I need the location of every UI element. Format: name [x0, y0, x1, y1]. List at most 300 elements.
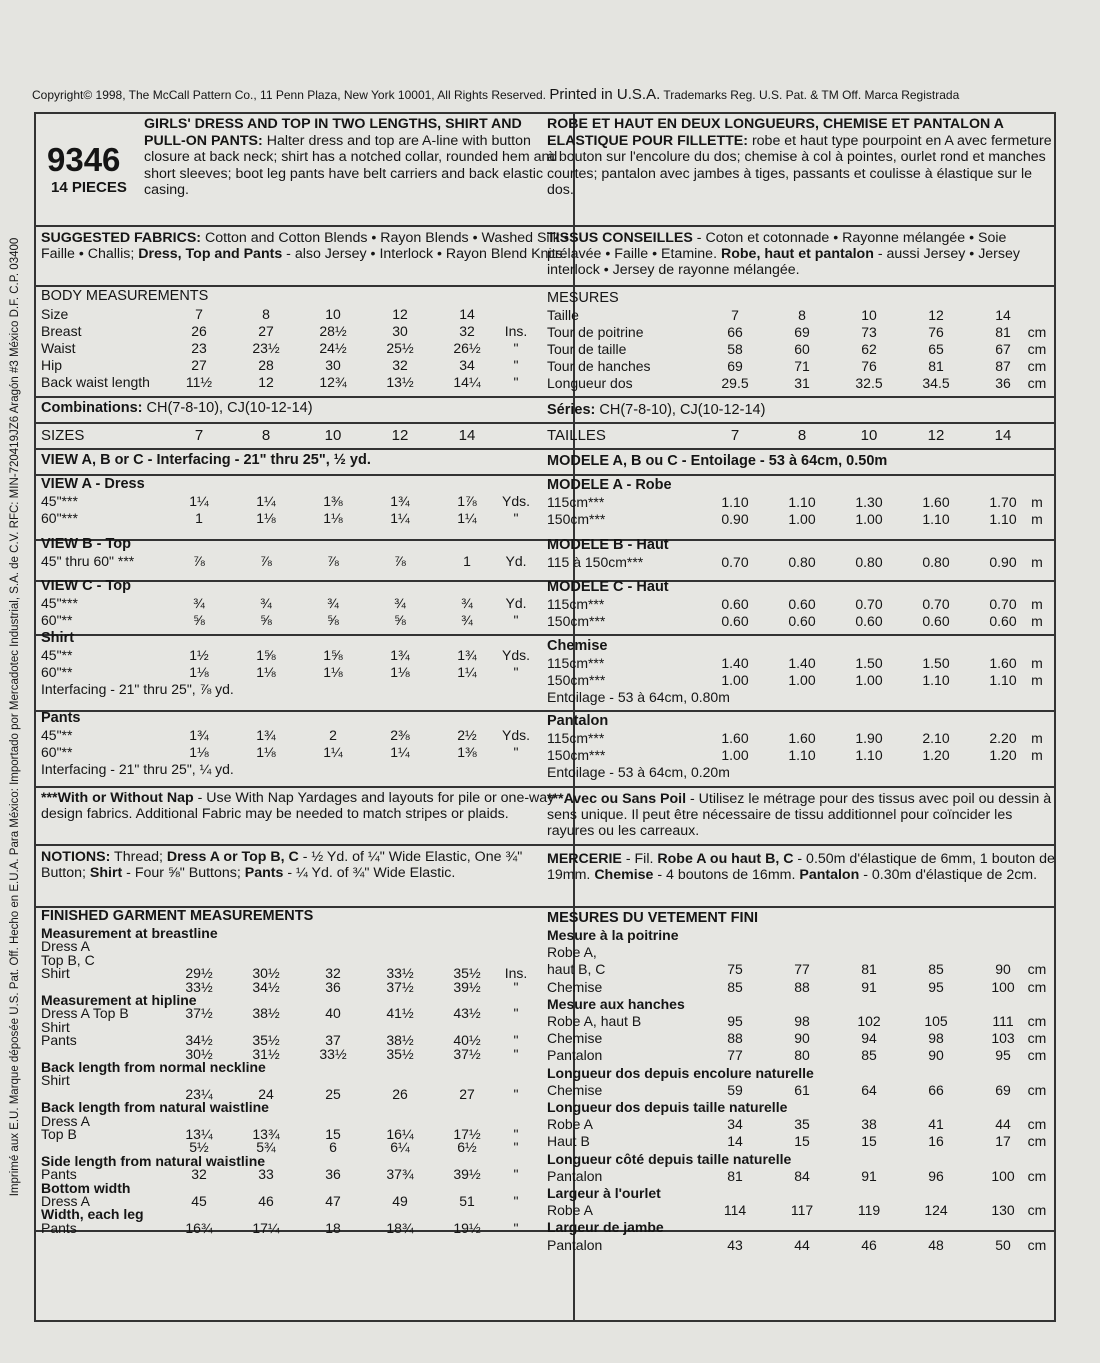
table-row [41, 595, 569, 612]
unit-label: cm [1027, 341, 1047, 357]
row-label: Robe A, [547, 944, 597, 960]
unit-label: " [513, 510, 519, 526]
view-heading: MODELE B - Haut [547, 537, 669, 553]
cell-value: 0.70 [721, 554, 749, 570]
cell-value: 1⅛ [189, 664, 209, 680]
cell-value: 34½ [252, 979, 280, 995]
unit-label: cm [1027, 1168, 1047, 1184]
table-row [547, 375, 1059, 392]
cell-value: 38½ [252, 1005, 280, 1021]
row-label: Top B [41, 1126, 77, 1142]
table-row [547, 655, 1059, 672]
unit-label: Yd. [505, 553, 527, 569]
table-row [547, 961, 1059, 978]
cell-value: 18 [325, 1220, 341, 1236]
unit-label: cm [1027, 324, 1047, 340]
table-row [547, 1065, 1059, 1082]
row-label: Pants [41, 1220, 77, 1236]
cell-value: 40½ [453, 1032, 481, 1048]
cell-value: 25 [325, 1086, 341, 1102]
unit-label: " [513, 357, 519, 373]
cell-value: 37¾ [386, 1166, 414, 1182]
cell-value: 0.70 [989, 596, 1017, 612]
cell-value: 27 [191, 357, 207, 373]
cell-value: 30 [392, 323, 408, 339]
row-label: Largeur à l'ourlet [547, 1185, 661, 1201]
cell-value: 33½ [386, 965, 414, 981]
sizes-row [41, 427, 569, 444]
cell-value: 32 [392, 357, 408, 373]
cell-value: 13¼ [185, 1126, 213, 1142]
cell-value: 1.50 [855, 655, 883, 671]
unit-label: cm [1027, 1202, 1047, 1218]
unit-label: m [1031, 747, 1043, 763]
unit-label: " [513, 1005, 519, 1021]
cell-value: 12 [392, 306, 408, 322]
cell-value: 1.60 [788, 730, 816, 746]
unit-label: cm [1027, 1013, 1047, 1029]
cell-value: 19½ [453, 1220, 481, 1236]
cell-value: 37½ [386, 979, 414, 995]
unit-label: " [513, 374, 519, 390]
cell-value: 88 [727, 1030, 743, 1046]
unit-label: Ins. [504, 323, 528, 339]
row-label: Chemise [547, 979, 603, 995]
cell-value: 1⅛ [390, 664, 410, 680]
cell-value: 38 [861, 1116, 877, 1132]
unit-label: " [513, 1139, 519, 1155]
cell-value: 1⅛ [189, 744, 209, 760]
cell-value: 1⅛ [256, 664, 276, 680]
table-row [547, 613, 1059, 630]
row-label: Measurement at breastline [41, 925, 218, 941]
cell-value: 77 [794, 961, 810, 977]
cell-value: 0.90 [989, 554, 1017, 570]
row-label: Top B, C [41, 952, 95, 968]
row-label: Longueur dos depuis encolure naturelle [547, 1065, 814, 1081]
size-value: 7 [730, 427, 740, 444]
cell-value: 61 [794, 1082, 810, 1098]
row-label: Back length from normal neckline [41, 1059, 266, 1075]
table-row [547, 596, 1059, 613]
unit-label: " [513, 1220, 519, 1236]
unit-label: " [513, 1126, 519, 1142]
table-row [547, 1237, 1059, 1254]
table-row [547, 1151, 1059, 1168]
cell-value: 17½ [453, 1126, 481, 1142]
cell-value: ⅞ [193, 553, 205, 569]
cell-value: 81 [995, 324, 1011, 340]
cell-value: 39½ [453, 979, 481, 995]
cell-value: ¾ [327, 595, 339, 611]
row-label: Shirt [41, 1019, 70, 1035]
view-heading: Pantalon [547, 713, 609, 729]
cell-value: ⅞ [327, 553, 339, 569]
row-label: Taille [547, 307, 579, 323]
row-label: 60"** [41, 744, 73, 760]
cell-value: 12 [258, 374, 274, 390]
cell-value: 95 [928, 979, 944, 995]
row-label: Shirt [41, 1072, 70, 1088]
row-label: Side length from natural waistline [41, 1153, 266, 1169]
cell-value: 91 [861, 979, 877, 995]
description: GIRLS' DRESS AND TOP IN TWO LENGTHS, SHIRT AND PULL-ON PANTS: Halter dress and top are A-line with button closure at back neck; shirt has a notched collar, rounded hem and short sleeves; boot leg pants have belt carriers and back elastic casing. [144, 116, 558, 198]
cell-value: 13¾ [252, 1126, 280, 1142]
cell-value: 100 [991, 1168, 1015, 1184]
cell-value: ¾ [461, 612, 473, 628]
cell-value: 46 [861, 1237, 877, 1253]
table-row [547, 927, 1059, 944]
cell-value: 10 [325, 306, 341, 322]
cell-value: 23½ [252, 340, 280, 356]
cell-value: 1.20 [922, 747, 950, 763]
cell-value: ¾ [260, 595, 272, 611]
sizes-row [547, 427, 1059, 444]
cell-value: 35 [794, 1116, 810, 1132]
cell-value: 1.40 [721, 655, 749, 671]
cell-value: 41 [928, 1116, 944, 1132]
row-label: Width, each leg [41, 1206, 144, 1222]
cell-value: 1⅝ [256, 647, 276, 663]
cell-value: 26½ [453, 340, 481, 356]
interfacing-note: Interfacing - 21" thru 25", ¼ yd. [41, 761, 234, 777]
unit-label: m [1031, 596, 1043, 612]
cell-value: 6 [329, 1139, 337, 1155]
interfacing-note: Entoilage - 53 à 64cm, 0.20m [547, 764, 730, 780]
size-value: 10 [860, 427, 878, 444]
cell-value: 28½ [319, 323, 347, 339]
cell-value: 75 [727, 961, 743, 977]
nap-note: ***With or Without Nap - Use With Nap Yardages and layouts for pile or one-way design fabrics. Additional Fabric may be needed to match stripes or plaids. [41, 790, 555, 822]
cell-value: 31 [794, 375, 810, 391]
unit-label: cm [1027, 1030, 1047, 1046]
row-label: 150cm*** [547, 613, 606, 629]
cell-value: 43 [727, 1237, 743, 1253]
row-label: 60"** [41, 664, 73, 680]
table-row [547, 324, 1059, 341]
cell-value: 103 [991, 1030, 1015, 1046]
cell-value: 81 [727, 1168, 743, 1184]
copyright-header [32, 86, 1057, 110]
cell-value: 1.30 [855, 494, 883, 510]
cell-value: 95 [727, 1013, 743, 1029]
table-row [41, 357, 569, 374]
unit-label: " [513, 1032, 519, 1048]
cell-value: 26 [392, 1086, 408, 1102]
cell-value: 44 [995, 1116, 1011, 1132]
cell-value: 35½ [453, 965, 481, 981]
cell-value: 1.50 [922, 655, 950, 671]
cell-value: 40 [325, 1005, 341, 1021]
row-label: Mesure à la poitrine [547, 927, 679, 943]
cell-value: 91 [861, 1168, 877, 1184]
cell-value: 69 [727, 358, 743, 374]
cell-value: 1¾ [189, 727, 209, 743]
cell-value: 1¼ [457, 664, 477, 680]
row-label: Chemise [547, 1082, 603, 1098]
cell-value: 71 [794, 358, 810, 374]
body-measurements-title: BODY MEASUREMENTS [41, 288, 209, 304]
suggested-fabrics: SUGGESTED FABRICS: Cotton and Cotton Blends • Rayon Blends • Washed Silk • Faille • Challis; Dress, Top and Pants - also Jersey • Interlock • Rayon Blend Knits. [41, 230, 569, 262]
cell-value: ⅝ [394, 612, 406, 628]
view-heading: Chemise [547, 638, 608, 654]
cell-value: 34½ [185, 1032, 213, 1048]
view-heading: Shirt [41, 630, 75, 646]
table-row [41, 727, 569, 744]
table-row [41, 1220, 569, 1237]
cell-value: 1.00 [788, 511, 816, 527]
cell-value: 1¼ [256, 493, 276, 509]
cell-value: 14¼ [453, 374, 481, 390]
row-label: Longueur dos [547, 375, 633, 391]
row-label: Hip [41, 357, 63, 373]
cell-value: 81 [861, 961, 877, 977]
row-label: 115cm*** [547, 494, 605, 510]
row-label: Pants [41, 1032, 77, 1048]
cell-value: 1.70 [989, 494, 1017, 510]
cell-value: 105 [924, 1013, 948, 1029]
row-label: Dress A [41, 1113, 91, 1129]
cell-value: 100 [991, 979, 1015, 995]
cell-value: 14 [727, 1133, 743, 1149]
table-row [547, 1185, 1059, 1202]
cell-value: 66 [928, 1082, 944, 1098]
cell-value: 16 [928, 1133, 944, 1149]
printed-text: Printed in U.S.A. [549, 86, 661, 103]
row-label: Dress A Top B [41, 1005, 129, 1021]
row-label: 45"** [41, 647, 73, 663]
table-row [547, 307, 1059, 324]
row-label: Tour de hanches [547, 358, 651, 374]
cell-value: 1.00 [855, 672, 883, 688]
row-label: 150cm*** [547, 672, 606, 688]
cell-value: 32.5 [855, 375, 883, 391]
table-row [41, 664, 569, 681]
cell-value: 87 [995, 358, 1011, 374]
cell-value: 39½ [453, 1166, 481, 1182]
cell-value: 1¼ [189, 493, 209, 509]
cell-value: 46 [258, 1193, 274, 1209]
pattern-number: 9346 [47, 141, 121, 178]
table-row [41, 647, 569, 664]
cell-value: 5½ [189, 1139, 209, 1155]
table-row [547, 1030, 1059, 1047]
cell-value: 1.10 [721, 494, 749, 510]
table-row [41, 553, 569, 570]
cell-value: 98 [928, 1030, 944, 1046]
row-label: Measurement at hipline [41, 992, 197, 1008]
cell-value: 36 [995, 375, 1011, 391]
notions-fr: MERCERIE - Fil. Robe A ou haut B, C - 0.50m d'élastique de 6mm, 1 bouton de 19mm. Chemise - 4 boutons de 16mm. Pantalon - 0.30m d'élastique de 2cm. [547, 851, 1055, 883]
row-label: Back length from natural waistline [41, 1099, 269, 1115]
row-label: Largeur de jambe [547, 1219, 664, 1235]
cell-value: 1¼ [390, 510, 410, 526]
cell-value: 2½ [457, 727, 477, 743]
row-label: Pantalon [547, 1237, 603, 1253]
cell-value: 1⅜ [323, 493, 343, 509]
cell-value: 33½ [319, 1046, 347, 1062]
cell-value: 0.60 [721, 596, 749, 612]
cell-value: ¾ [193, 595, 205, 611]
cell-value: ⅞ [394, 553, 406, 569]
row-label: Pantalon [547, 1047, 603, 1063]
cell-value: 34.5 [922, 375, 950, 391]
row-label: Longueur dos depuis taille naturelle [547, 1099, 788, 1115]
row-label: Haut B [547, 1133, 590, 1149]
table-row [547, 1219, 1059, 1236]
cell-value: 85 [928, 961, 944, 977]
cell-value: 48 [928, 1237, 944, 1253]
cell-value: 15 [325, 1126, 341, 1142]
cell-value: 1¼ [457, 510, 477, 526]
table-row [547, 1116, 1059, 1133]
cell-value: 76 [861, 358, 877, 374]
cell-value: 1.00 [721, 747, 749, 763]
cell-value: 24½ [319, 340, 347, 356]
cell-value: 1.90 [855, 730, 883, 746]
cell-value: 0.60 [922, 613, 950, 629]
cell-value: 1.10 [922, 672, 950, 688]
unit-label: cm [1027, 1237, 1047, 1253]
cell-value: 114 [723, 1202, 747, 1218]
table-row [547, 979, 1059, 996]
cell-value: 18¾ [386, 1220, 414, 1236]
cell-value: 69 [794, 324, 810, 340]
cell-value: 58 [727, 341, 743, 357]
unit-label: cm [1027, 1047, 1047, 1063]
row-label: Robe A, haut B [547, 1013, 642, 1029]
cell-value: 0.80 [855, 554, 883, 570]
cell-value: 23¼ [185, 1086, 213, 1102]
cell-value: 15 [794, 1133, 810, 1149]
cell-value: 1¾ [256, 727, 276, 743]
table-row [41, 744, 569, 761]
cell-value: 111 [992, 1013, 1014, 1029]
cell-value: 90 [794, 1030, 810, 1046]
cell-value: 73 [861, 324, 877, 340]
interfacing-note: Interfacing - 21" thru 25", ⅞ yd. [41, 681, 234, 697]
cell-value: 124 [924, 1202, 948, 1218]
cell-value: 13½ [386, 374, 414, 390]
english-column [41, 114, 569, 1320]
cell-value: 29½ [185, 965, 213, 981]
row-label: 45"*** [41, 493, 78, 509]
row-label: Tour de poitrine [547, 324, 644, 340]
unit-label: " [513, 1086, 519, 1102]
table-row [547, 996, 1059, 1013]
row-label: Mesure aux hanches [547, 996, 685, 1012]
cell-value: 1.00 [855, 511, 883, 527]
unit-label: m [1031, 672, 1043, 688]
cell-value: 16¾ [185, 1220, 213, 1236]
table-row [547, 1013, 1059, 1030]
interfacing-note: Entoilage - 53 à 64cm, 0.80m [547, 689, 730, 705]
cell-value: 96 [928, 1168, 944, 1184]
table-row [547, 1082, 1059, 1099]
row-label: 60"** [41, 612, 73, 628]
table-row [547, 511, 1059, 528]
cell-value: 45 [191, 1193, 207, 1209]
nap-note-fr: ***Avec ou Sans Poil - Utilisez le métrage pour des tissus avec poil ou dessin à sens unique. Il peut être nécessaire de tissu additionnel pour coïncider les rayures ou les carreaux. [547, 791, 1052, 839]
cell-value: 31½ [252, 1046, 280, 1062]
cell-value: 102 [857, 1013, 881, 1029]
row-label: Size [41, 306, 69, 322]
table-row [41, 323, 569, 340]
cell-value: 0.70 [855, 596, 883, 612]
unit-label: cm [1027, 358, 1047, 374]
cell-value: 38½ [386, 1032, 414, 1048]
unit-label: " [513, 979, 519, 995]
cell-value: 47 [325, 1193, 341, 1209]
cell-value: 1⅝ [323, 647, 343, 663]
table-row [41, 510, 569, 527]
unit-label: m [1031, 613, 1043, 629]
cell-value: 12¾ [319, 374, 347, 390]
table-row [547, 341, 1059, 358]
row-label: Shirt [41, 965, 70, 981]
row-label: 115cm*** [547, 730, 605, 746]
cell-value: ⅞ [260, 553, 272, 569]
cell-value: 1.10 [855, 747, 883, 763]
cell-value: 119 [857, 1202, 881, 1218]
cell-value: 67 [995, 341, 1011, 357]
table-row [41, 340, 569, 357]
row-label: 150cm*** [547, 511, 606, 527]
cell-value: 81 [928, 358, 944, 374]
cell-value: 23 [191, 340, 207, 356]
cell-value: 0.70 [922, 596, 950, 612]
cell-value: 85 [861, 1047, 877, 1063]
cell-value: 10 [861, 307, 877, 323]
cell-value: 1.10 [788, 747, 816, 763]
unit-label: m [1031, 511, 1043, 527]
cell-value: 36 [325, 979, 341, 995]
size-value: 14 [994, 427, 1012, 444]
cell-value: 37½ [185, 1005, 213, 1021]
cell-value: ⅝ [193, 612, 205, 628]
cell-value: 37 [325, 1032, 341, 1048]
row-label: Chemise [547, 1030, 603, 1046]
pattern-info-table [34, 112, 1056, 1322]
cell-value: 32 [191, 1166, 207, 1182]
cell-value: 1¾ [457, 647, 477, 663]
description-fr: ROBE ET HAUT EN DEUX LONGUEURS, CHEMISE ET PANTALON A ELASTIQUE POUR FILLETTE: robe et haut type pourpoint en A avec fermeture à bouton sur l'encolure du dos; chemise à col à pointes, ourlet rond et manches courtes; pantalon avec jambes à tiges, passants et coulisse à élastique sur le dos. [547, 116, 1052, 198]
cell-value: 65 [928, 341, 944, 357]
view-heading: VIEW C - Top [41, 578, 131, 594]
notions: NOTIONS: Thread; Dress A or Top B, C - ½ Yd. of ¼" Wide Elastic, One ¾" Button; Shirt - Four ⅝" Buttons; Pants - ¼ Yd. of ¾" Wide Elastic. [41, 849, 523, 881]
row-label: 45"** [41, 727, 73, 743]
cell-value: 29.5 [721, 375, 749, 391]
french-column [543, 114, 1055, 1320]
cell-value: 1¼ [390, 744, 410, 760]
row-label: 150cm*** [547, 747, 606, 763]
cell-value: 0.90 [721, 511, 749, 527]
cell-value: 0.60 [989, 613, 1017, 629]
cell-value: 1 [463, 553, 471, 569]
size-value: 10 [324, 427, 342, 444]
cell-value: 34 [727, 1116, 743, 1132]
combinations-fr: Séries: CH(7-8-10), CJ(10-12-14) [547, 402, 766, 418]
table-row [547, 747, 1059, 764]
cell-value: 32 [459, 323, 475, 339]
finished-measurements-title-fr: MESURES DU VETEMENT FINI [547, 910, 759, 926]
row-label: 45"*** [41, 595, 78, 611]
cell-value: 1⅜ [457, 744, 477, 760]
row-label: Waist [41, 340, 76, 356]
table-row [41, 306, 569, 323]
cell-value: 50 [995, 1237, 1011, 1253]
body-measurements-title-fr: MESURES [547, 290, 619, 306]
